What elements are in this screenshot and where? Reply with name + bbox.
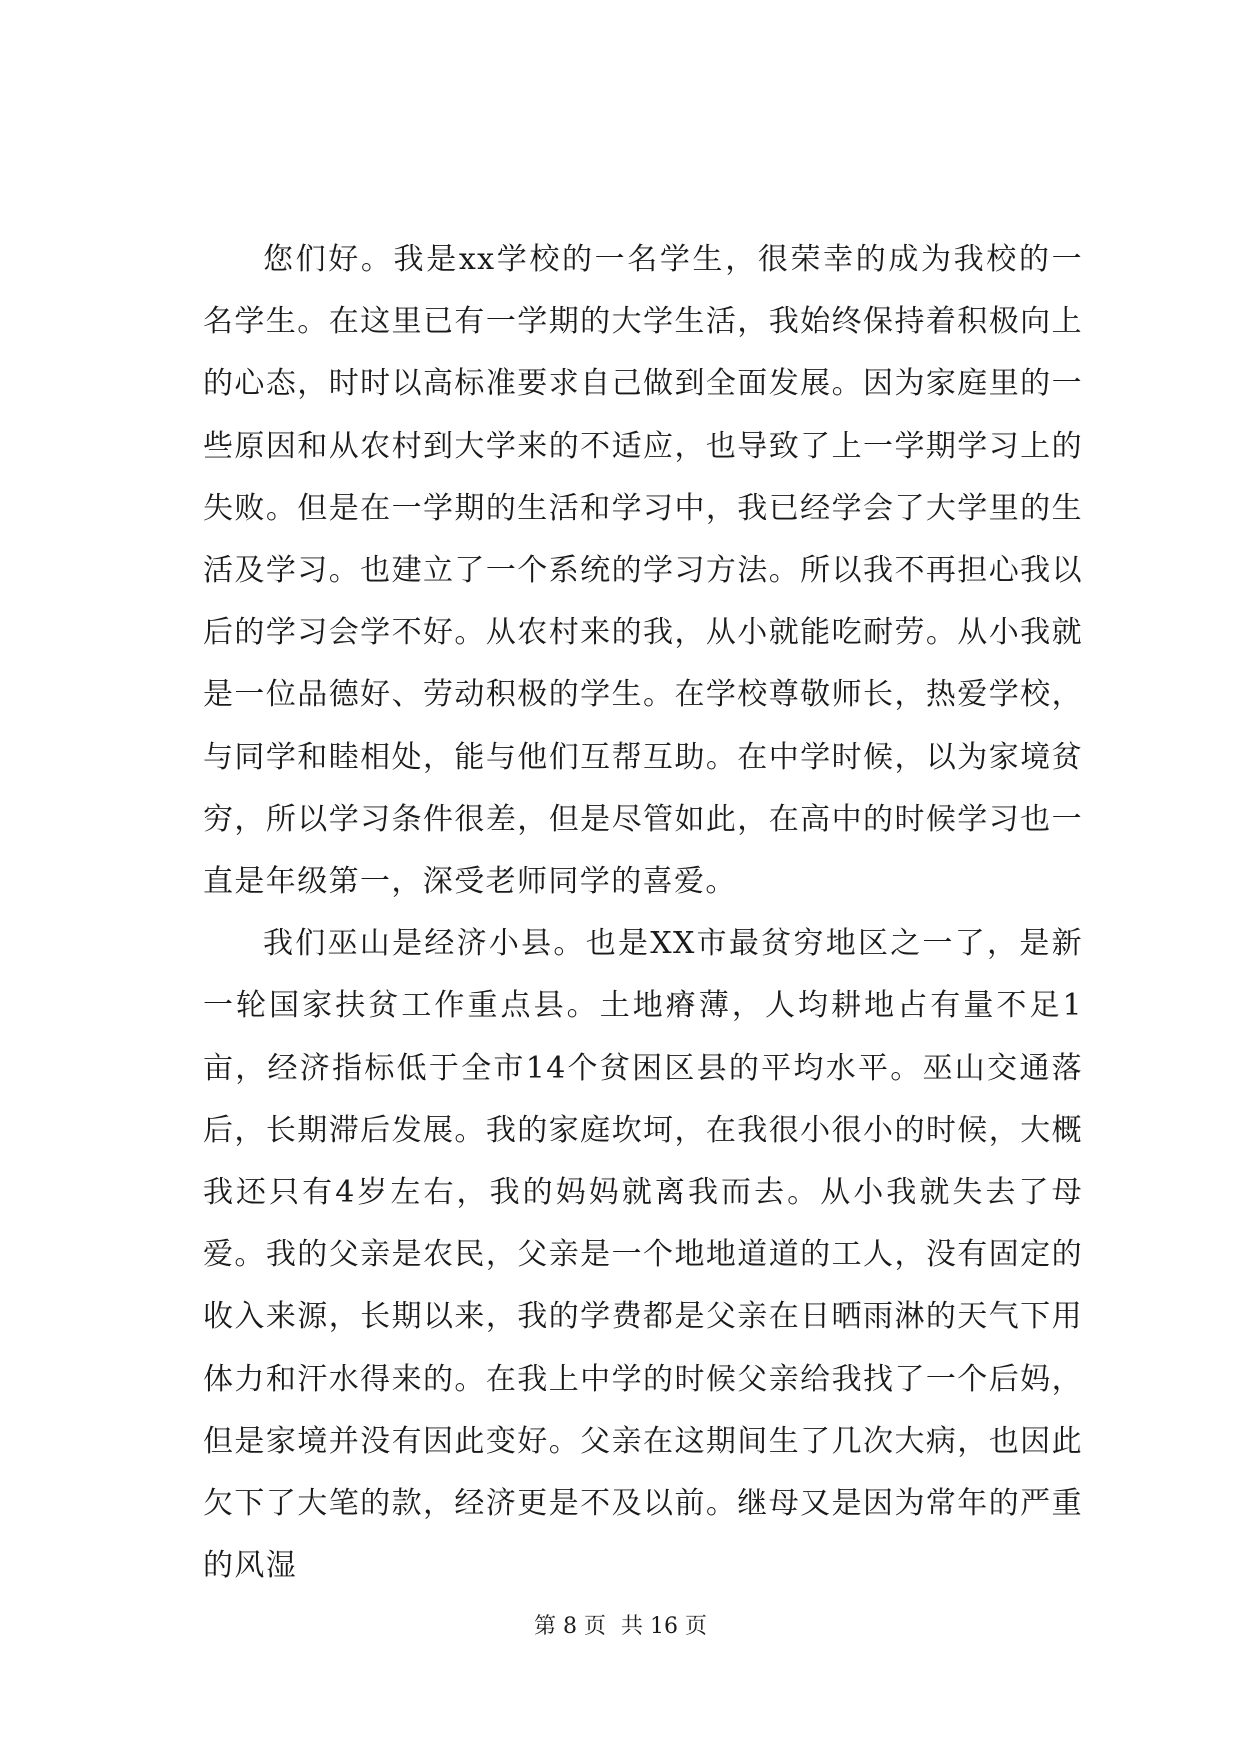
document-body: [203, 229, 1083, 1597]
paragraph-2: 我们巫山是经济小县。也是XX市最贫穷地区之一了，是新一轮国家扶贫工作重点县。土地瘠薄，人均耕地占有量不足1亩，经济指标低于全市14个贫困区县的平均水平。巫山交通落后，长期滞后发展。我的家庭坎坷，在我很小很小的时候，大概我还只有4岁左右，我的妈妈就离我而去。从小我就失去了母爱。我的父亲是农民，父亲是一个地地道道的工人，没有固定的收入来源，长期以来，我的学费都是父亲在日晒雨淋的天气下用体力和汗水得来的。在我上中学的时候父亲给我找了一个后妈，但是家境并没有因此变好。父亲在这期间生了几次大病，也因此欠下了大笔的款，经济更是不及以前。继母又是因为常年的严重的风湿: [203, 926, 1083, 1584]
paragraph-1: 您们好。我是xx学校的一名学生，很荣幸的成为我校的一名学生。在这里已有一学期的大学生活，我始终保持着积极向上的心态，时时以高标准要求自己做到全面发展。因为家庭里的一些原因和从农村到大学来的不适应，也导致了上一学期学习上的失败。但是在一学期的生活和学习中，我已经学会了大学里的生活及学习。也建立了一个系统的学习方法。所以我不再担心我以后的学习会学不好。从农村来的我，从小就能吃耐劳。从小我就是一位品德好、劳动积极的学生。在学校尊敬师长，热爱学校，与同学和睦相处，能与他们互帮互助。在中学时候，以为家境贫穷，所以学习条件很差，但是尽管如此，在高中的时候学习也一直是年级第一，深受老师同学的喜爱。: [203, 242, 1083, 900]
page-number: 第 8 页: [534, 1614, 606, 1639]
page-total: 共 16 页: [621, 1614, 707, 1639]
page-footer: [0, 1612, 1241, 1642]
